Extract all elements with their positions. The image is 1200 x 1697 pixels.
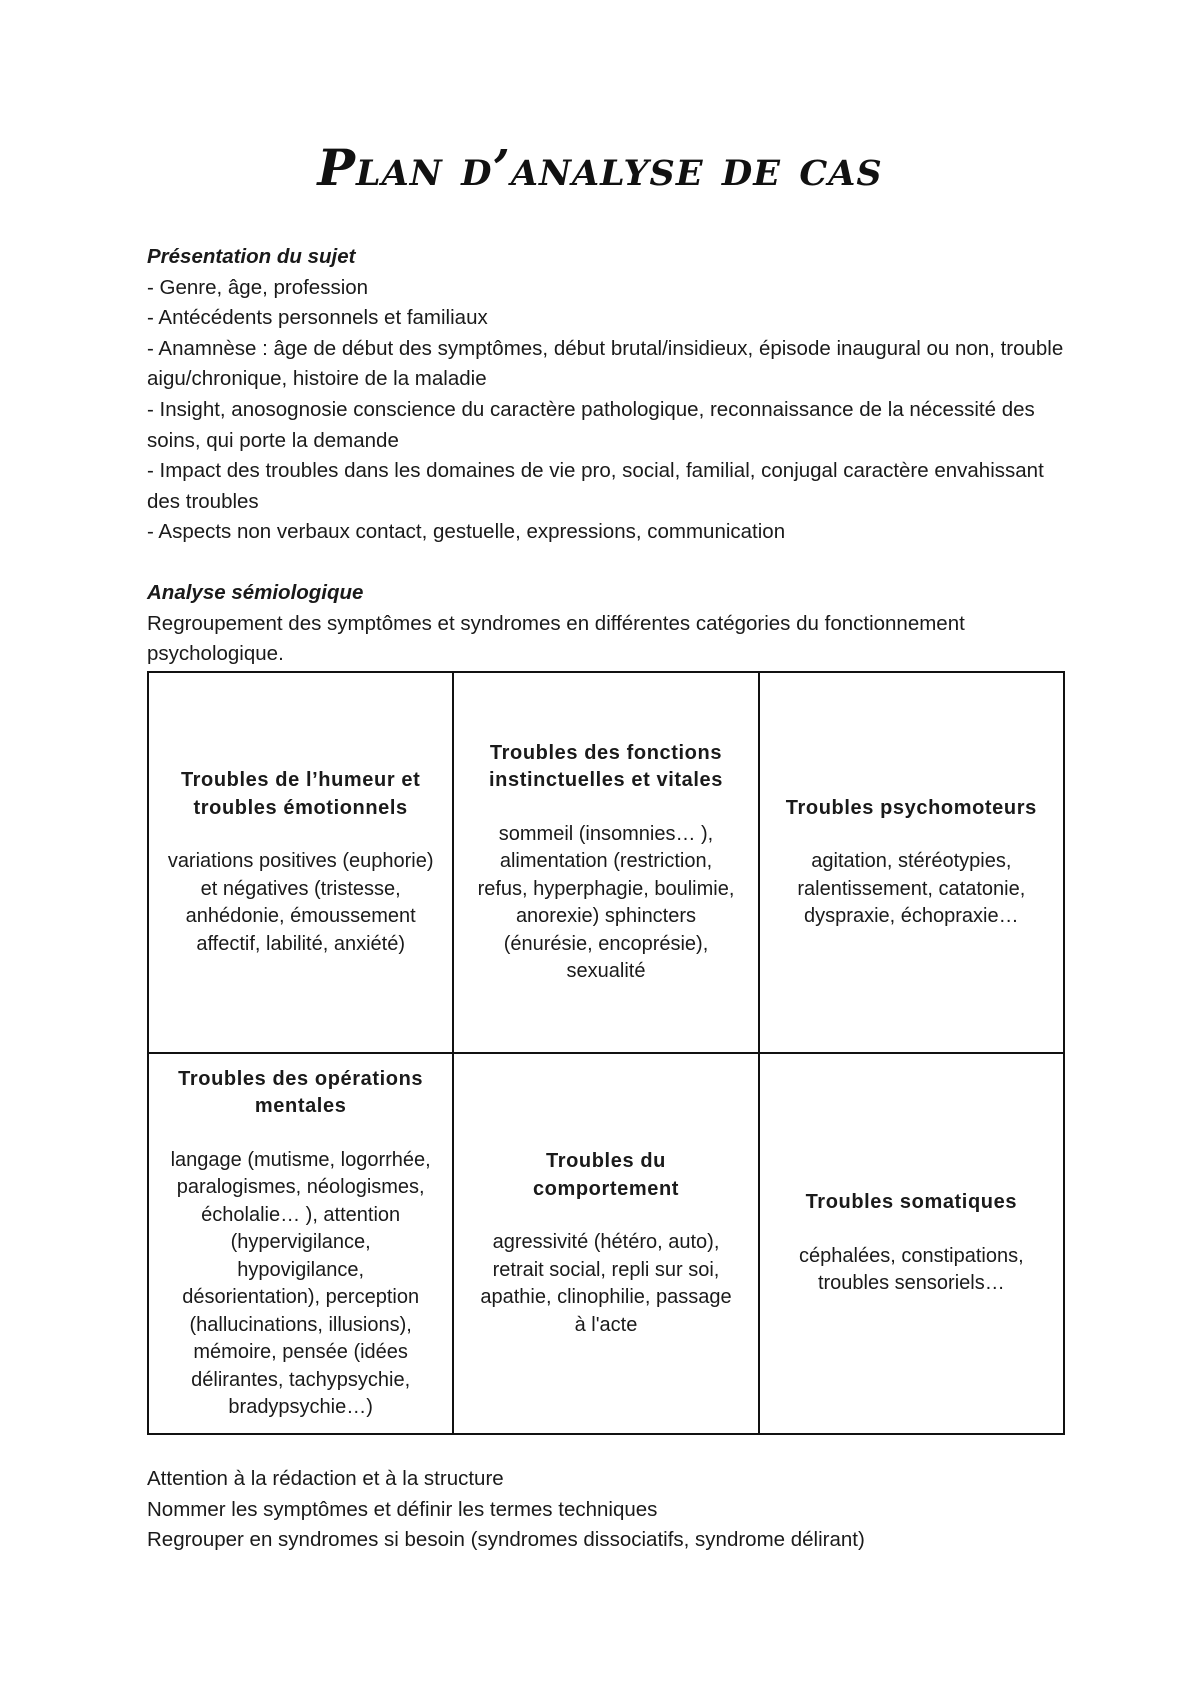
cell-title: Troubles psychomoteurs: [785, 796, 1037, 819]
table-cell-comportement: [453, 1053, 758, 1434]
cell-body: variations positives (euphorie) et négatives (tristesse, anhédonie, émoussement affectif, labilité, anxiété): [167, 850, 434, 955]
presentation-line: - Genre, âge, profession: [147, 275, 369, 299]
cell-title: Troubles de l’humeur et troubles émotionnels: [180, 769, 421, 819]
table-row: [148, 672, 1064, 1053]
presentation-line: - Impact des troubles dans les domaines de vie pro, social, familial, conjugal caractère envahissant des troubles: [147, 459, 1044, 513]
footer-line: Nommer les symptômes et définir les termes techniques: [147, 1497, 658, 1521]
table-row: [148, 1053, 1064, 1434]
troubles-table: [147, 671, 1065, 1435]
page-title: Plan d’analyse de cas: [317, 138, 883, 197]
presentation-line: - Insight, anosognosie conscience du caractère pathologique, reconnaissance de la nécessité des soins, qui porte la demande: [147, 397, 1035, 452]
presentation-line: - Anamnèse : âge de début des symptômes, début brutal/insidieux, épisode inaugural ou non, trouble aigu/chronique, histoire de la maladie: [147, 336, 1064, 391]
cell-title: Troubles des opérations mentales: [178, 1067, 424, 1117]
cell-body: agitation, stéréotypies, ralentissement, catatonie, dyspraxie, échopraxie…: [797, 850, 1026, 927]
cell-title: Troubles des fonctions instinctuelles et vitales: [489, 741, 723, 791]
table-cell-fonctions-instinctuelles: [453, 672, 758, 1053]
presentation-heading: Présentation du sujet: [147, 245, 356, 268]
footer-line: Regrouper en syndromes si besoin (syndromes dissociatifs, syndrome délirant): [147, 1528, 865, 1552]
cell-body: céphalées, constipations, troubles sensoriels…: [799, 1244, 1024, 1295]
cell-body: sommeil (insomnies… ), alimentation (restriction, refus, hyperphagie, boulimie, anorexie) sphincters (énurésie, encoprésie), sexualité: [477, 822, 735, 982]
semiologie-intro: Regroupement des symptômes et syndromes en différentes catégories du fonctionnement psychologique.: [147, 611, 965, 666]
table-cell-humeur: [148, 672, 453, 1053]
presentation-section: [147, 242, 1067, 548]
cell-body: langage (mutisme, logorrhée, paralogismes, néologismes, écholalie… ), attention (hypervigilance, hypovigilance, désorientation), perception (hallucinations, illusions), mémoire, pensée (idées délirantes, tachypsychie, bradypsychie…): [170, 1148, 431, 1418]
presentation-line: - Antécédents personnels et familiaux: [147, 306, 488, 330]
cell-body: agressivité (hétéro, auto), retrait social, repli sur soi, apathie, clinophilie, passage à l'acte: [480, 1231, 732, 1336]
table-cell-operations-mentales: [148, 1053, 453, 1434]
table-cell-somatiques: [759, 1053, 1064, 1434]
cell-title: Troubles somatiques: [805, 1191, 1018, 1214]
presentation-line: - Aspects non verbaux contact, gestuelle, expressions, communication: [147, 520, 786, 544]
footer-line: Attention à la rédaction et à la structure: [147, 1467, 504, 1490]
table-cell-psychomoteurs: [759, 672, 1064, 1053]
semiologie-heading: Analyse sémiologique: [147, 581, 364, 604]
footer-notes: [147, 1464, 1067, 1556]
semiologie-section: [147, 578, 1067, 670]
cell-title: Troubles du comportement: [532, 1150, 680, 1200]
